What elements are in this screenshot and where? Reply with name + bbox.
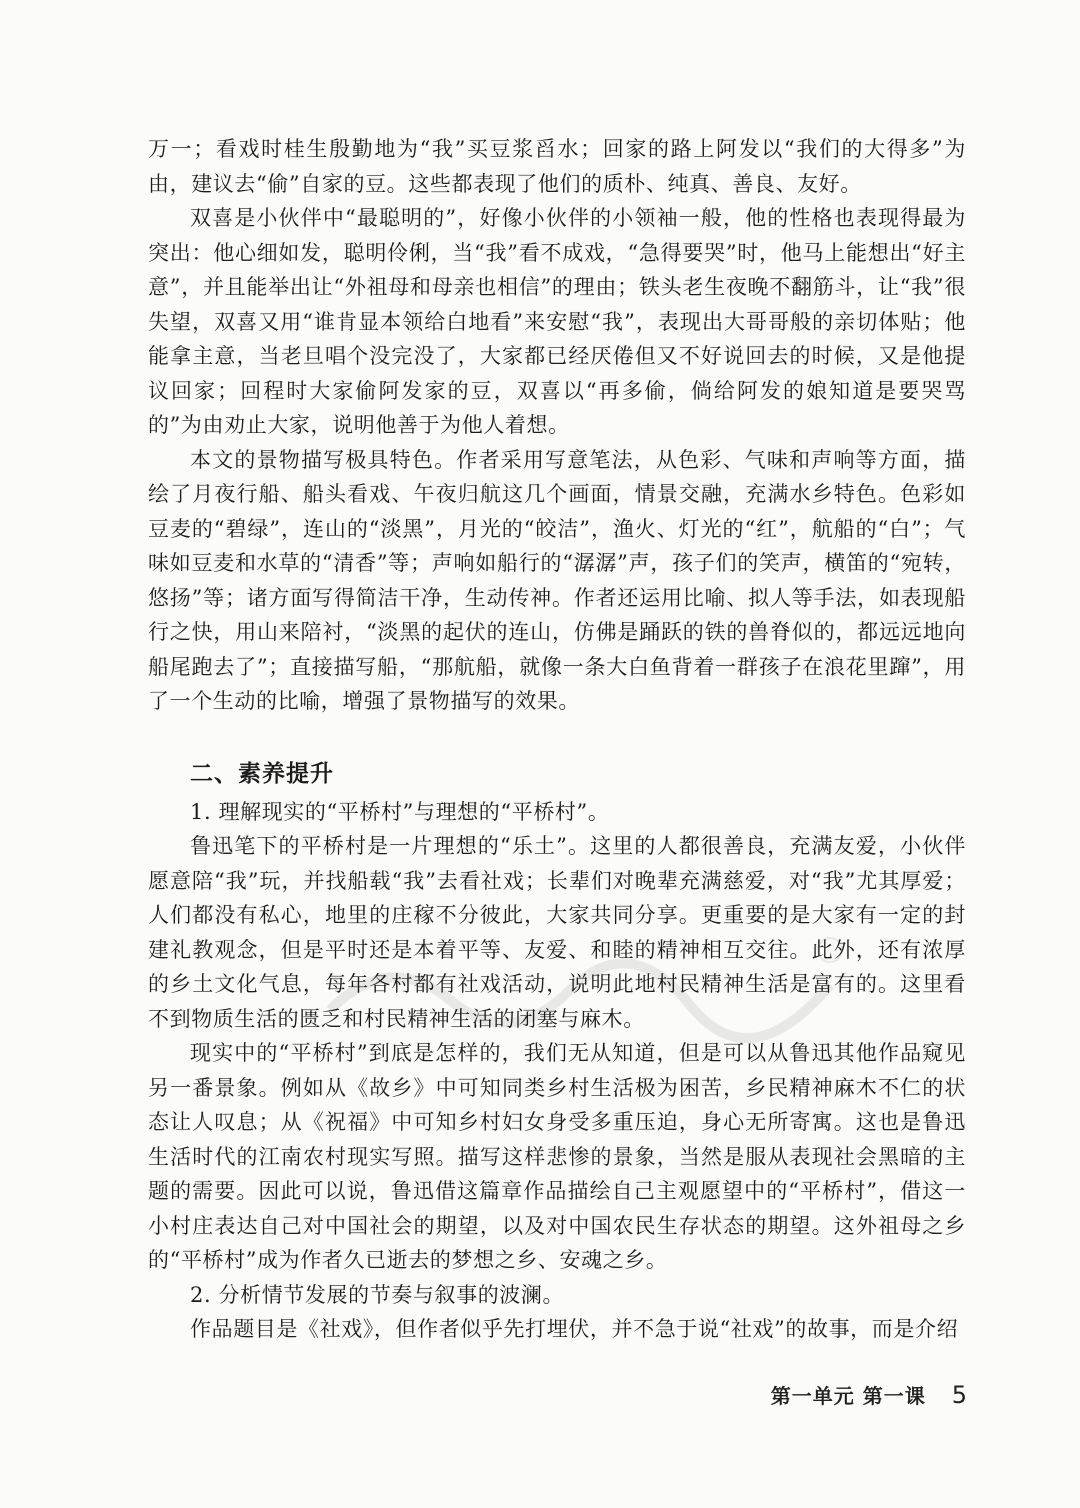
point-title-1: 1. 理解现实的“平桥村”与理想的“平桥村”。 [190, 799, 610, 824]
point-title-2: 2. 分析情节发展的节奏与叙事的波澜。 [190, 1282, 565, 1307]
page-footer [771, 1380, 968, 1409]
body-paragraph: 万一；看戏时桂生殷勤地为“我”买豆浆舀水；回家的路上阿发以“我们的大得多”为由，建议去“偷”自家的豆。这些都表现了他们的质朴、纯真、善良、友好。 [148, 137, 966, 196]
unit-lesson-label: 第一单元 第一课 [770, 1384, 926, 1408]
section-heading: 二、素养提升 [190, 760, 334, 787]
body-paragraph: 现实中的“平桥村”到底是怎样的，我们无从知道，但是可以从鲁迅其他作品窥见另一番景象。例如从《故乡》中可知同类乡村生活极为困苦，乡民精神麻木不仁的状态让人叹息；从《祝福》中可知乡村妇女身受多重压迫，身心无所寄寓。这也是鲁迅生活时代的江南农村现实写照。描写这样悲惨的景象，当然是服从表现社会黑暗的主题的需要。因此可以说，鲁迅借这篇章作品描绘自己主观愿望中的“平桥村”，借这一小村庄表达自己对中国社会的期望，以及对中国农民生存状态的期望。这外祖母之乡的“平桥村”成为作者久已逝去的梦想之乡、安魂之乡。 [148, 1041, 966, 1272]
body-paragraph: 本文的景物描写极具特色。作者采用写意笔法，从色彩、气味和声响等方面，描绘了月夜行船、船头看戏、午夜归航这几个画面，情景交融，充满水乡特色。色彩如豆麦的“碧绿”，连山的“淡黑”，月光的“皎洁”，渔火、灯光的“红”，航船的“白”；气味如豆麦和水草的“清香”等；声响如船行的“潺潺”声，孩子们的笑声，横笛的“宛转，悠扬”等；诸方面写得简洁干净，生动传神。作者还运用比喻、拟人等手法，如表现船行之快，用山来陪衬，“淡黑的起伏的连山，仿佛是踊跃的铁的兽脊似的，都远远地向船尾跑去了”；直接描写船，“那航船，就像一条大白鱼背着一群孩子在浪花里蹿”，用了一个生动的比喻，增强了景物描写的效果。 [148, 447, 966, 713]
paragraph-group-2 [148, 829, 966, 1278]
paragraph-group-3 [148, 1312, 966, 1347]
body-paragraph: 作品题目是《社戏》，但作者似乎先打埋伏，并不急于说“社戏”的故事，而是介绍 [190, 1317, 959, 1341]
paragraph-group-1 [148, 132, 966, 719]
page-content [148, 132, 966, 1347]
body-paragraph: 鲁迅笔下的平桥村是一片理想的“乐土”。这里的人都很善良，充满友爱，小伙伴愿意陪“我”玩，并找船载“我”去看社戏；长辈们对晚辈充满慈爱，对“我”尤其厚爱；人们都没有私心，地里的庄稼不分彼此，大家共同分享。更重要的是大家有一定的封建礼教观念，但是平时还是本着平等、友爱、和睦的精神相互交往。此外，还有浓厚的乡土文化气息，每年各村都有社戏活动，说明此地村民精神生活是富有的。这里看不到物质生活的匮乏和村民精神生活的闭塞与麻木。 [148, 834, 966, 1031]
page-number: 5 [951, 1381, 968, 1409]
body-paragraph: 双喜是小伙伴中“最聪明的”，好像小伙伴的小领袖一般，他的性格也表现得最为突出：他心细如发，聪明伶俐，当“我”看不成戏，“急得要哭”时，他马上能想出“好主意”，并且能举出让“外祖母和母亲也相信”的理由；铁头老生夜晚不翻筋斗，让“我”很失望，双喜又用“谁肯显本领给白地看”来安慰“我”，表现出大哥哥般的亲切体贴；他能拿主意，当老旦唱个没完没了，大家都已经厌倦但又不好说回去的时候，又是他提议回家；回程时大家偷阿发家的豆，双喜以“再多偷，倘给阿发的娘知道是要哭骂的”为由劝止大家，说明他善于为他人着想。 [148, 206, 966, 437]
